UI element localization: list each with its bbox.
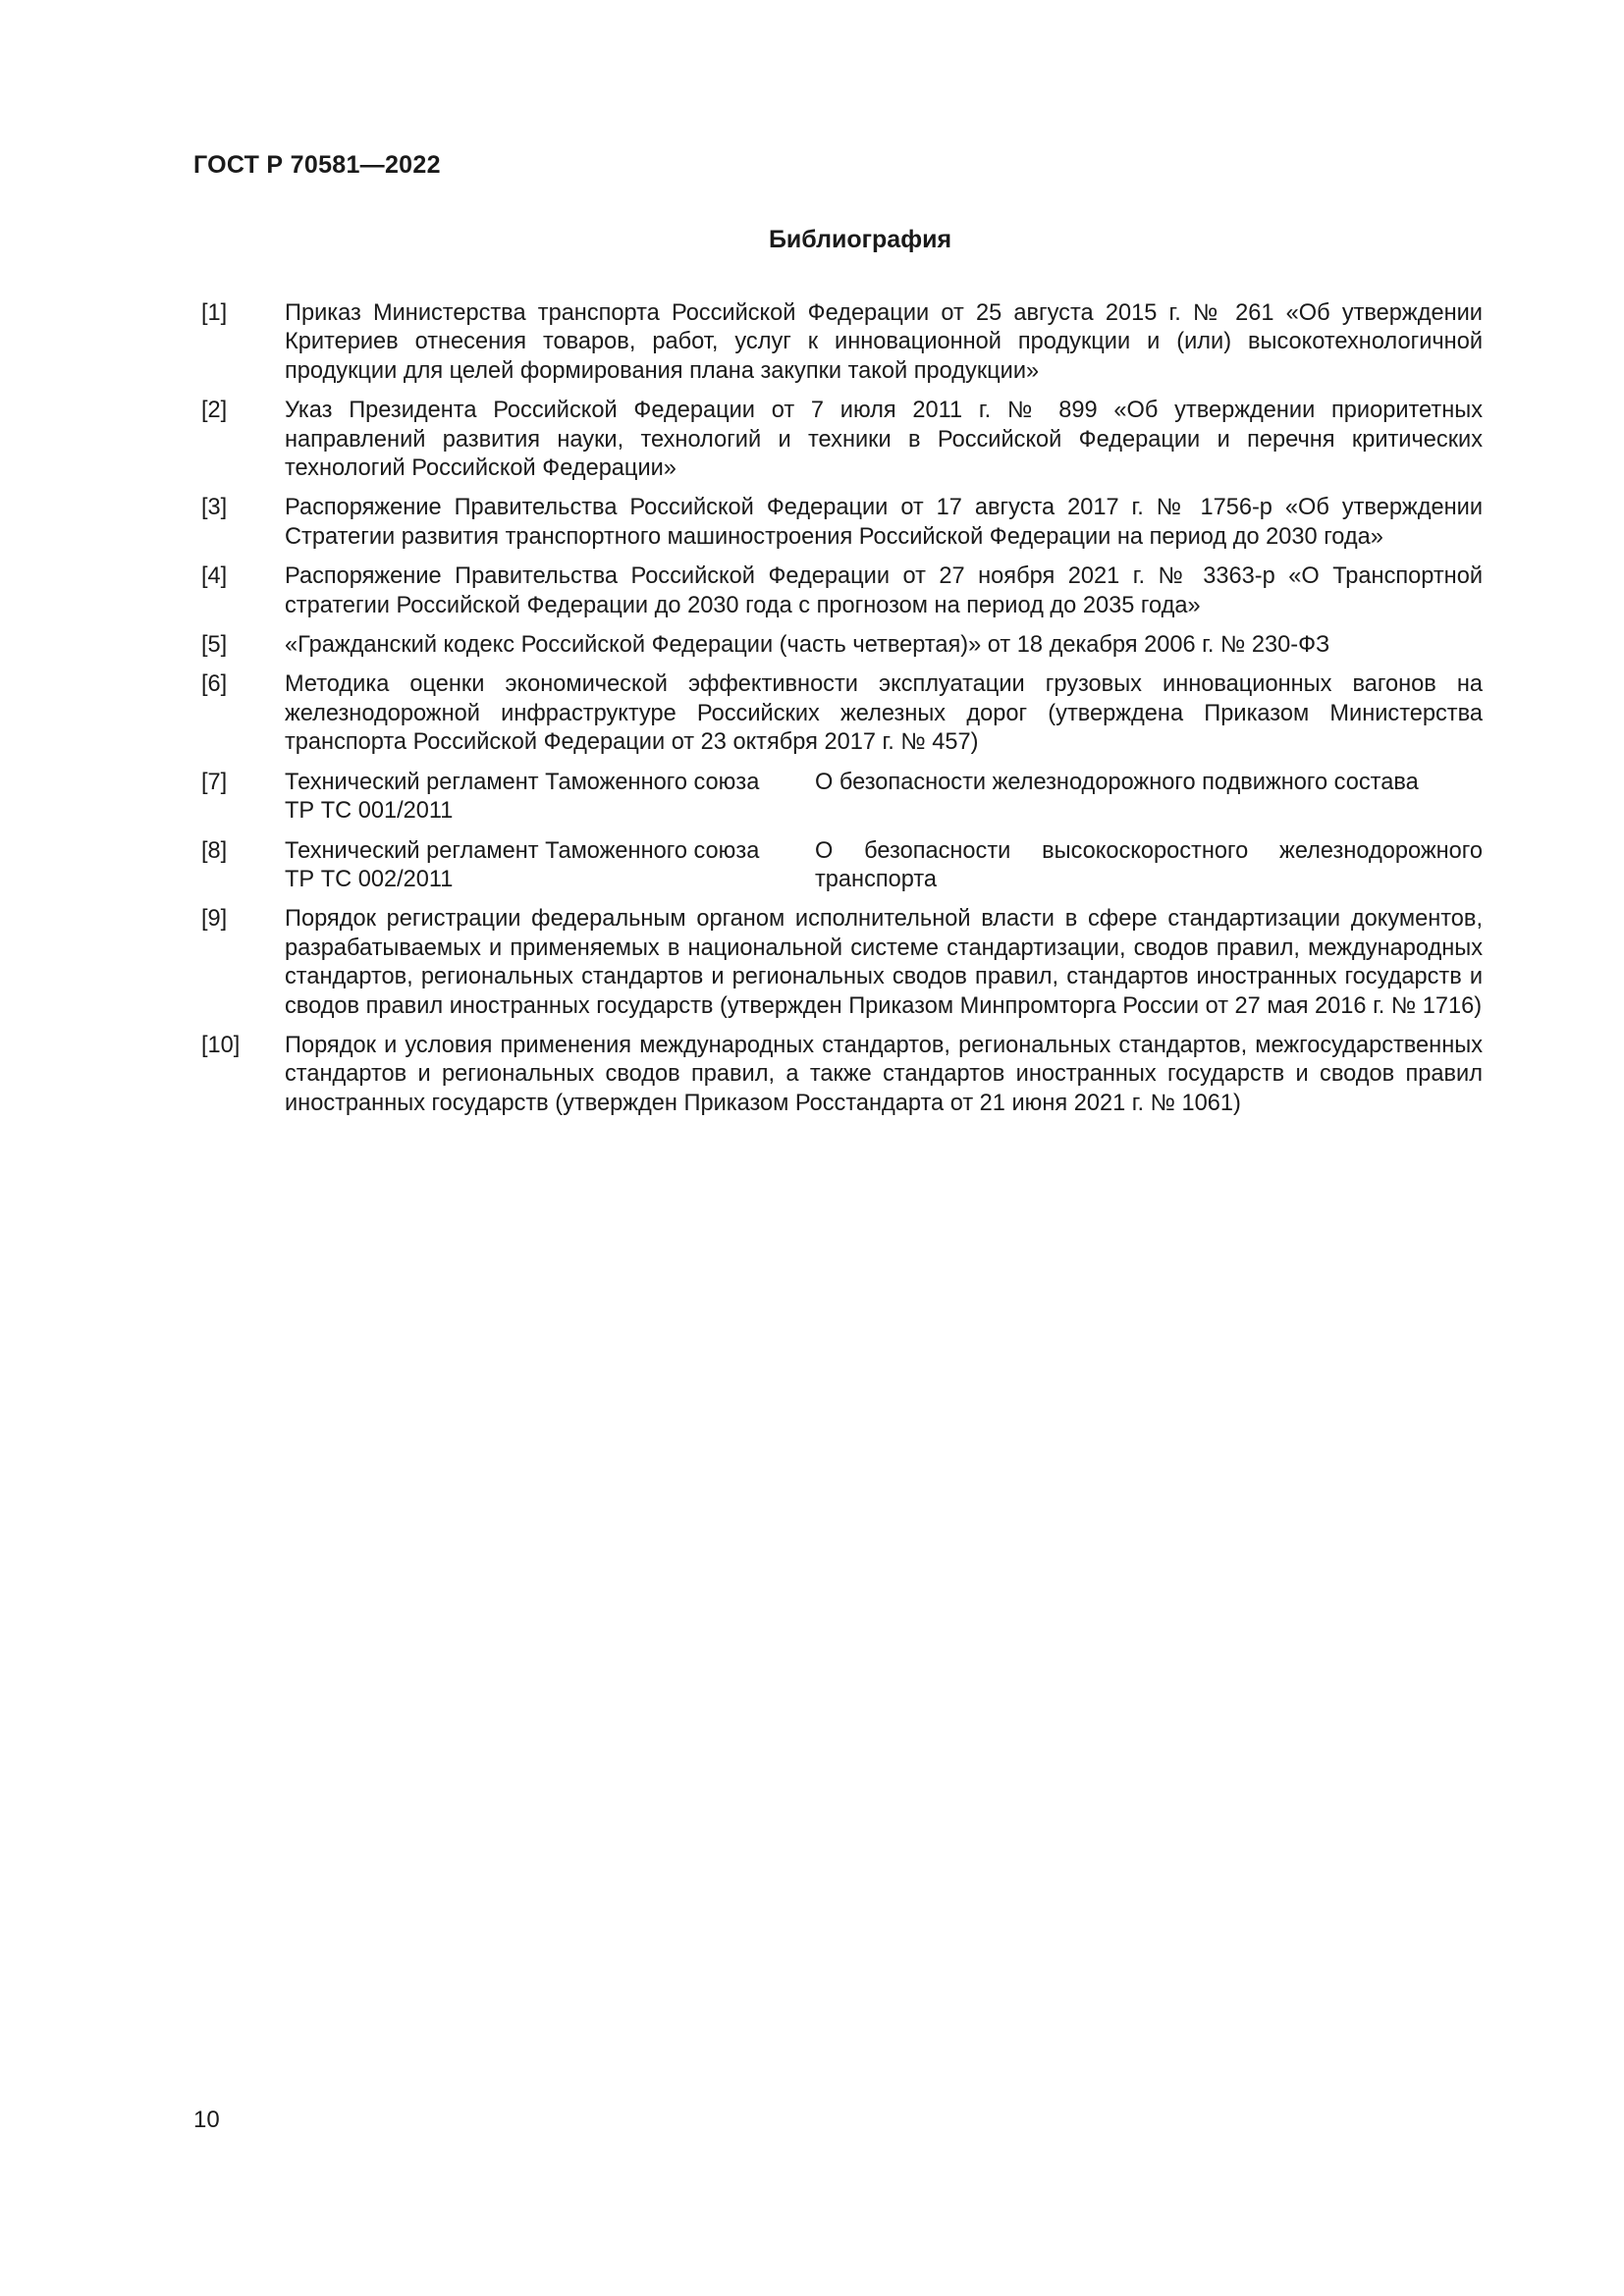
bibliography-list <box>201 299 1483 1129</box>
regulation-type: Технический регламент Таможенного союза <box>285 769 760 795</box>
bibliography-entry-1 <box>201 299 1483 386</box>
entry-number: [8] <box>201 837 228 864</box>
bibliography-entry-7 <box>201 769 1483 827</box>
entry-number: [3] <box>201 495 228 521</box>
regulation-designation <box>285 769 815 827</box>
entry-text: Приказ Министерства транспорта Российской Федерации от 25 августа 2015 г. № 261 «Об утверждении Критериев отнесения товаров, работ, услуг к инновационной продукции и (или) высокотехнологичной продукции для целей формирования плана закупки такой продукции» <box>285 300 1483 384</box>
entry-number: [1] <box>201 300 228 326</box>
entry-number: [7] <box>201 769 228 795</box>
regulation-code: ТР ТС 001/2011 <box>285 798 454 825</box>
bibliography-entry-5 <box>201 631 1483 660</box>
regulation-type: Технический регламент Таможенного союза <box>285 837 760 864</box>
bibliography-entry-10 <box>201 1032 1483 1118</box>
regulation-title: О безопасности железнодорожного подвижного состава <box>815 769 1419 795</box>
entry-text: Методика оценки экономической эффективности эксплуатации грузовых инновационных вагонов на железнодорожной инфраструктуре Российских железных дорог (утверждена Приказом Министерства транспорта Российской Федерации от 23 октября 2017 г. № 457) <box>285 671 1483 756</box>
entry-number: [2] <box>201 398 228 424</box>
regulation-title <box>815 837 1483 895</box>
entry-text: Порядок регистрации федеральным органом исполнительной власти в сфере стандартизации документов, разрабатываемых и применяемых в национальной системе стандартизации, сводов правил, международных стандартов, региональных стандартов и региональных сводов правил, стандартов иностранных государств и сводов правил иностранных государств (утвержден Приказом Минпромторга России от 27 мая 2016 г. № 1716) <box>285 906 1483 1019</box>
bibliography-entry-2 <box>201 397 1483 483</box>
entry-text: Распоряжение Правительства Российской Федерации от 17 августа 2017 г. № 1756-р «Об утверждении Стратегии развития транспортного машиностроения Российской Федерации на период до 2030 года» <box>285 495 1483 550</box>
page-number: 10 <box>193 2107 220 2133</box>
document-code-header: ГОСТ Р 70581—2022 <box>193 151 441 179</box>
entry-text: Порядок и условия применения международных стандартов, региональных стандартов, межгосударственных стандартов и региональных сводов правил, а также стандартов иностранных государств и сводов правил иностранных государств (утвержден Приказом Росстандарта от 21 июня 2021 г. № 1061) <box>285 1032 1483 1116</box>
entry-number: [6] <box>201 671 228 698</box>
regulation-code: ТР ТС 002/2011 <box>285 866 454 892</box>
entry-text: Распоряжение Правительства Российской Федерации от 27 ноября 2021 г. № 3363-р «О Транспортной стратегии Российской Федерации до 2030 года с прогнозом на период до 2035 года» <box>285 563 1483 618</box>
entry-text: Указ Президента Российской Федерации от 7 июля 2011 г. № 899 «Об утверждении приоритетных направлений развития науки, технологий и техники в Российской Федерации и перечня критических технологий Российской Федерации» <box>285 398 1483 482</box>
entry-number: [10] <box>201 1032 241 1058</box>
regulation-designation <box>285 837 815 895</box>
entry-two-column <box>285 837 1483 895</box>
page-title: Библиография <box>768 226 952 253</box>
bibliography-entry-6 <box>201 670 1483 757</box>
regulation-title-line-1: О безопасности высокоскоростного железнодорожного <box>815 837 1483 864</box>
entry-text: «Гражданский кодекс Российской Федерации (часть четвертая)» от 18 декабря 2006 г. № 230-ФЗ <box>285 632 1330 659</box>
entry-number: [5] <box>201 632 228 659</box>
bibliography-entry-4 <box>201 562 1483 620</box>
entry-number: [9] <box>201 906 228 933</box>
bibliography-entry-3 <box>201 494 1483 552</box>
entry-number: [4] <box>201 563 228 590</box>
bibliography-entry-8 <box>201 837 1483 895</box>
regulation-title-line-2: транспорта <box>815 866 938 892</box>
bibliography-entry-9 <box>201 905 1483 1021</box>
entry-two-column <box>285 769 1483 827</box>
